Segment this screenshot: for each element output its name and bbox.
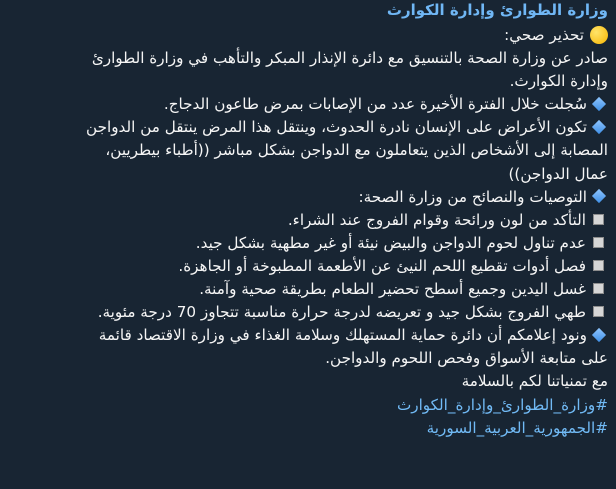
black-square-icon	[593, 260, 604, 271]
channel-name[interactable]: وزارة الطوارئ وإدارة الكوارث	[386, 1, 608, 19]
point-2-text-1: تكون الأعراض على الإنسان نادرة الحدوث، وينتقل هذا المرض ينتقل من الدواجن	[86, 118, 587, 137]
tip-5	[0, 301, 608, 324]
point-1-text: سُجلت خلال الفترة الأخيرة عدد من الإصابات بمرض طاعون الدجاج.	[163, 95, 587, 114]
point-3-line-1	[0, 324, 608, 347]
tip-5-text: طهي الفروج بشكل جيد و تعريضه لدرجة حرارة مناسبة تتجاوز 70 درجة مئوية.	[97, 303, 586, 322]
blue-diamond-icon	[592, 328, 606, 342]
black-square-icon	[593, 214, 604, 225]
blue-diamond-icon	[592, 120, 606, 134]
blue-diamond-icon	[592, 97, 606, 111]
message-text	[0, 24, 608, 440]
recommendations-heading	[0, 186, 608, 209]
warning-title: تحذير صحي:	[504, 26, 584, 44]
tip-3-text: فصل أدوات تقطيع اللحم النيئ عن الأطعمة المطبوخة أو الجاهزة.	[178, 256, 586, 275]
tip-4-text: غسل اليدين وجميع أسطح تحضير الطعام بطريقة صحية وآمنة.	[199, 280, 586, 299]
black-square-icon	[593, 306, 604, 317]
tip-3	[0, 255, 608, 278]
tip-4	[0, 278, 608, 301]
point-1	[0, 93, 608, 116]
intro-line-2: وإدارة الكوارث.	[509, 72, 608, 91]
black-square-icon	[593, 283, 604, 294]
tip-2	[0, 232, 608, 255]
point-3-text-1: ونود إعلامكم أن دائرة حماية المستهلك وسلامة الغذاء في وزارة الاقتصاد قائمة	[98, 326, 587, 345]
tip-1	[0, 209, 608, 232]
hashtag-link[interactable]: #الجمهورية_العربية_السورية	[426, 418, 608, 437]
black-square-icon	[593, 237, 604, 248]
hashtag-2-line	[0, 417, 608, 440]
yellow-circle-icon	[590, 26, 608, 44]
recommendations-title: التوصيات والنصائح من وزارة الصحة:	[358, 187, 587, 206]
point-2-line-2: المصابة إلى الأشخاص الذين يتعاملون مع الدواجن بشكل مباشر ((أطباء بيطريين،	[105, 141, 608, 160]
point-2-line-3: عمال الدواجن))	[508, 164, 608, 183]
hashtag-link[interactable]: #وزارة_الطوارئ_وإدارة_الكوارث	[396, 395, 608, 414]
warning-line	[0, 24, 608, 47]
tip-2-text: عدم تناول لحوم الدواجن والبيض نيئة أو غير مطهية بشكل جيد.	[195, 233, 586, 252]
point-2-line-1	[0, 116, 608, 139]
hashtag-1-line	[0, 394, 608, 417]
point-3-line-2: على متابعة الأسواق وفحص اللحوم والدواجن.	[325, 349, 608, 368]
tip-1-text: التأكد من لون ورائحة وقوام الفروج عند الشراء.	[287, 210, 586, 229]
blue-diamond-icon	[592, 189, 606, 203]
intro-line-1: صادر عن وزارة الصحة بالتنسيق مع دائرة الإنذار المبكر والتأهب في وزارة الطوارئ	[91, 49, 608, 68]
closing-line: مع تمنياتنا لكم بالسلامة	[461, 372, 608, 391]
